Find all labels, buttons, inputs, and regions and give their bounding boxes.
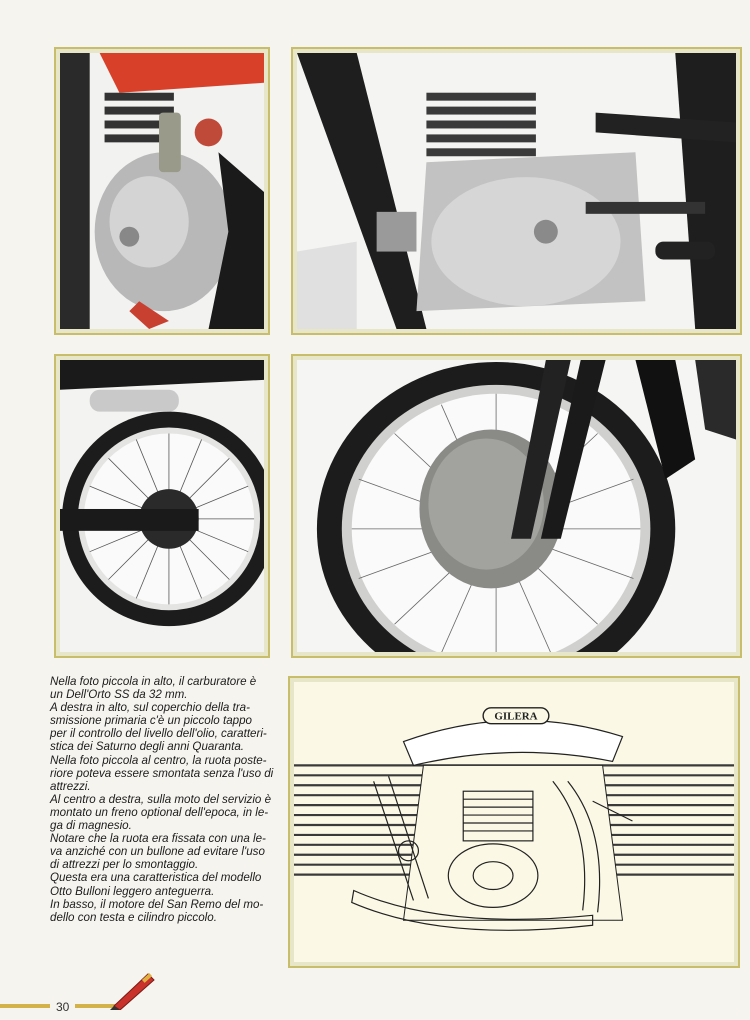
drawing-logo-text: GILERA — [494, 710, 538, 723]
photo-front-wheel — [297, 360, 736, 652]
caption-line: Otto Bulloni leggero anteguerra. — [50, 884, 215, 898]
caption-line: un Dell'Orto SS da 32 mm. — [50, 688, 188, 702]
photo-frame-carburetor — [54, 47, 270, 335]
caption-line: Nella foto piccola in alto, il carburatore è — [50, 675, 257, 688]
caption-line: dello con testa e cilindro piccolo. — [50, 910, 217, 924]
photo-frame-engine-cover — [291, 47, 742, 335]
photo-frame-rear-wheel — [54, 354, 270, 658]
drawing-engine — [294, 682, 734, 962]
caption-line: Al centro a destra, sulla moto del servizio è — [50, 792, 272, 806]
caption-line: ga di magnesio. — [50, 819, 132, 833]
photo-frame-front-wheel — [291, 354, 742, 658]
caption-line: stica dei Saturno degli anni Quaranta. — [50, 740, 244, 754]
drawing-frame-engine — [288, 676, 740, 968]
pen-icon — [108, 968, 158, 1010]
caption-line: smissione primaria c'è un piccolo tappo — [50, 714, 252, 728]
photo-carburetor — [60, 53, 264, 329]
footer-rule-left — [0, 1004, 50, 1008]
caption-line: per il controllo del livello dell'olio, caratteri- — [50, 727, 267, 741]
caption-line: Nella foto piccola al centro, la ruota poste- — [50, 753, 267, 767]
caption-line: riore poteva essere smontata senza l'uso di — [50, 766, 274, 780]
caption-line: A destra in alto, sul coperchio della tra- — [50, 701, 250, 715]
caption-line: attrezzi. — [50, 779, 91, 793]
caption-line: Questa era una caratteristica del modello — [50, 871, 262, 885]
caption-line: montato un freno optional dell'epoca, in le- — [50, 805, 269, 819]
caption-line: di attrezzi per lo smontaggio. — [50, 858, 199, 872]
photo-caption — [50, 675, 282, 924]
photo-engine-cover — [297, 53, 736, 329]
caption-line: In basso, il motore del San Remo del mo- — [50, 897, 264, 911]
page-number: 30 — [56, 1000, 70, 1014]
caption-line: Notare che la ruota era fissata con una le- — [50, 832, 266, 846]
photo-rear-wheel — [60, 360, 264, 652]
caption-line: va anziché con un bullone ad evitare l'uso — [50, 845, 265, 859]
